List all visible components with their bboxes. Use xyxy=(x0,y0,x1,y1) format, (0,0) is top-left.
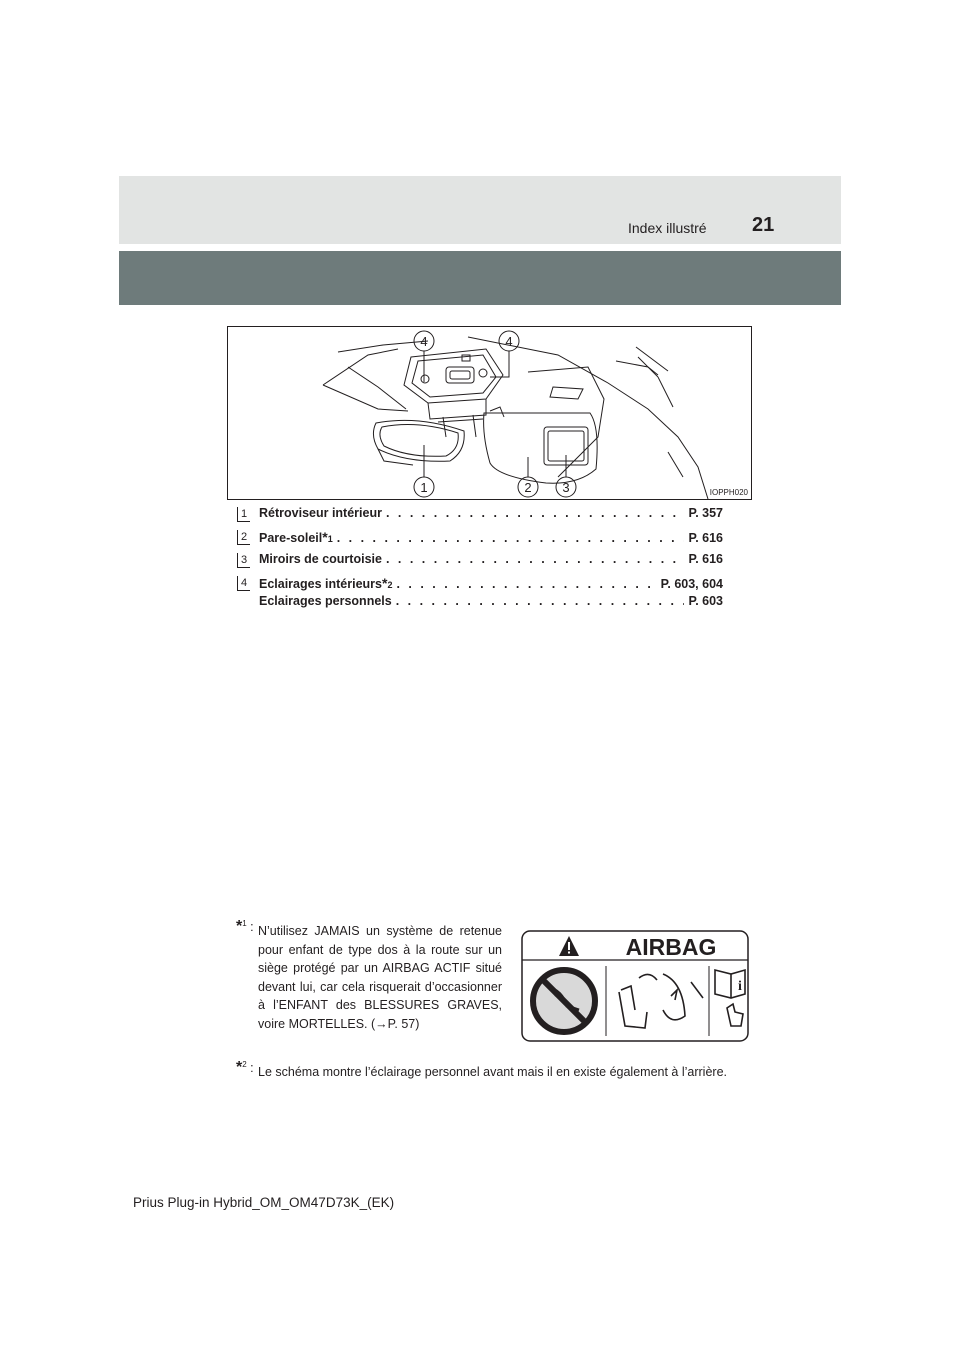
no-child-seat-icon xyxy=(533,970,595,1032)
section-title: Index illustré xyxy=(628,220,707,236)
figure-code: IOPPH020 xyxy=(709,488,748,497)
airbag-label-title: AIRBAG xyxy=(625,934,717,960)
footnote-2-text: Le schéma montre l’éclairage personnel avant mais il en existe également à l’arrière. xyxy=(258,1065,727,1079)
item-number: 2 xyxy=(237,530,250,545)
item-label: Eclairages intérieurs xyxy=(259,577,382,591)
callout-4-left: 4 xyxy=(420,334,428,349)
footer-manual-id: Prius Plug-in Hybrid_OM_OM47D73K_(EK) xyxy=(133,1195,395,1210)
index-item xyxy=(237,552,723,575)
footnote-1-marker: *$^1$ : xyxy=(236,918,254,935)
index-item: 4 Eclairages intérieurs * 2 . . . P. 603, 604 xyxy=(237,575,723,594)
footnote-2-marker: *$^2$ : xyxy=(236,1059,254,1076)
page-number: 21 xyxy=(752,214,775,236)
page-reference[interactable]: P. 616 xyxy=(688,552,723,566)
page-reference[interactable]: P. 603, 604 xyxy=(660,577,723,591)
callout-1: 1 xyxy=(420,480,428,495)
callout-3: 3 xyxy=(562,480,570,495)
footnote-ref: 1 xyxy=(327,534,333,544)
interior-diagram xyxy=(228,327,751,499)
item-label: Pare-soleil xyxy=(259,531,323,545)
callout-4-right: 4 xyxy=(505,334,513,349)
svg-text:i: i xyxy=(738,979,742,994)
index-item: 2 Pare-soleil * 1 . . . P. 616 xyxy=(237,529,723,552)
item-number: 4 xyxy=(237,576,250,591)
item-number: 1 xyxy=(237,507,250,522)
index-item xyxy=(237,506,723,529)
page-reference[interactable]: P. 616 xyxy=(688,531,723,545)
title-bar xyxy=(119,251,841,305)
index-list xyxy=(237,506,723,617)
page-reference[interactable]: P. 603 xyxy=(688,594,723,608)
item-number: 3 xyxy=(237,553,250,568)
index-item xyxy=(237,594,723,617)
footnote-ref: 2 xyxy=(387,580,393,590)
callout-2: 2 xyxy=(524,480,532,495)
airbag-warning-label xyxy=(521,930,749,1042)
footnote-1-text: N’utilisez JAMAIS un système de retenue pour enfant de type dos à la route sur un siège protégé par un AIRBAG ACTIF situé devant lui, car cela risquerait d’occasionner à l’ENFANT des BLESSURES GRAVES, voire MORTELLES. (→P. 57) xyxy=(258,924,502,1031)
header-band xyxy=(119,176,841,244)
overhead-interior-illustration xyxy=(227,326,752,500)
item-label: Miroirs de courtoisie xyxy=(259,552,382,566)
item-label: Rétroviseur intérieur xyxy=(259,506,382,520)
item-label: Eclairages personnels xyxy=(259,594,392,608)
page-reference[interactable]: P. 357 xyxy=(688,506,723,520)
